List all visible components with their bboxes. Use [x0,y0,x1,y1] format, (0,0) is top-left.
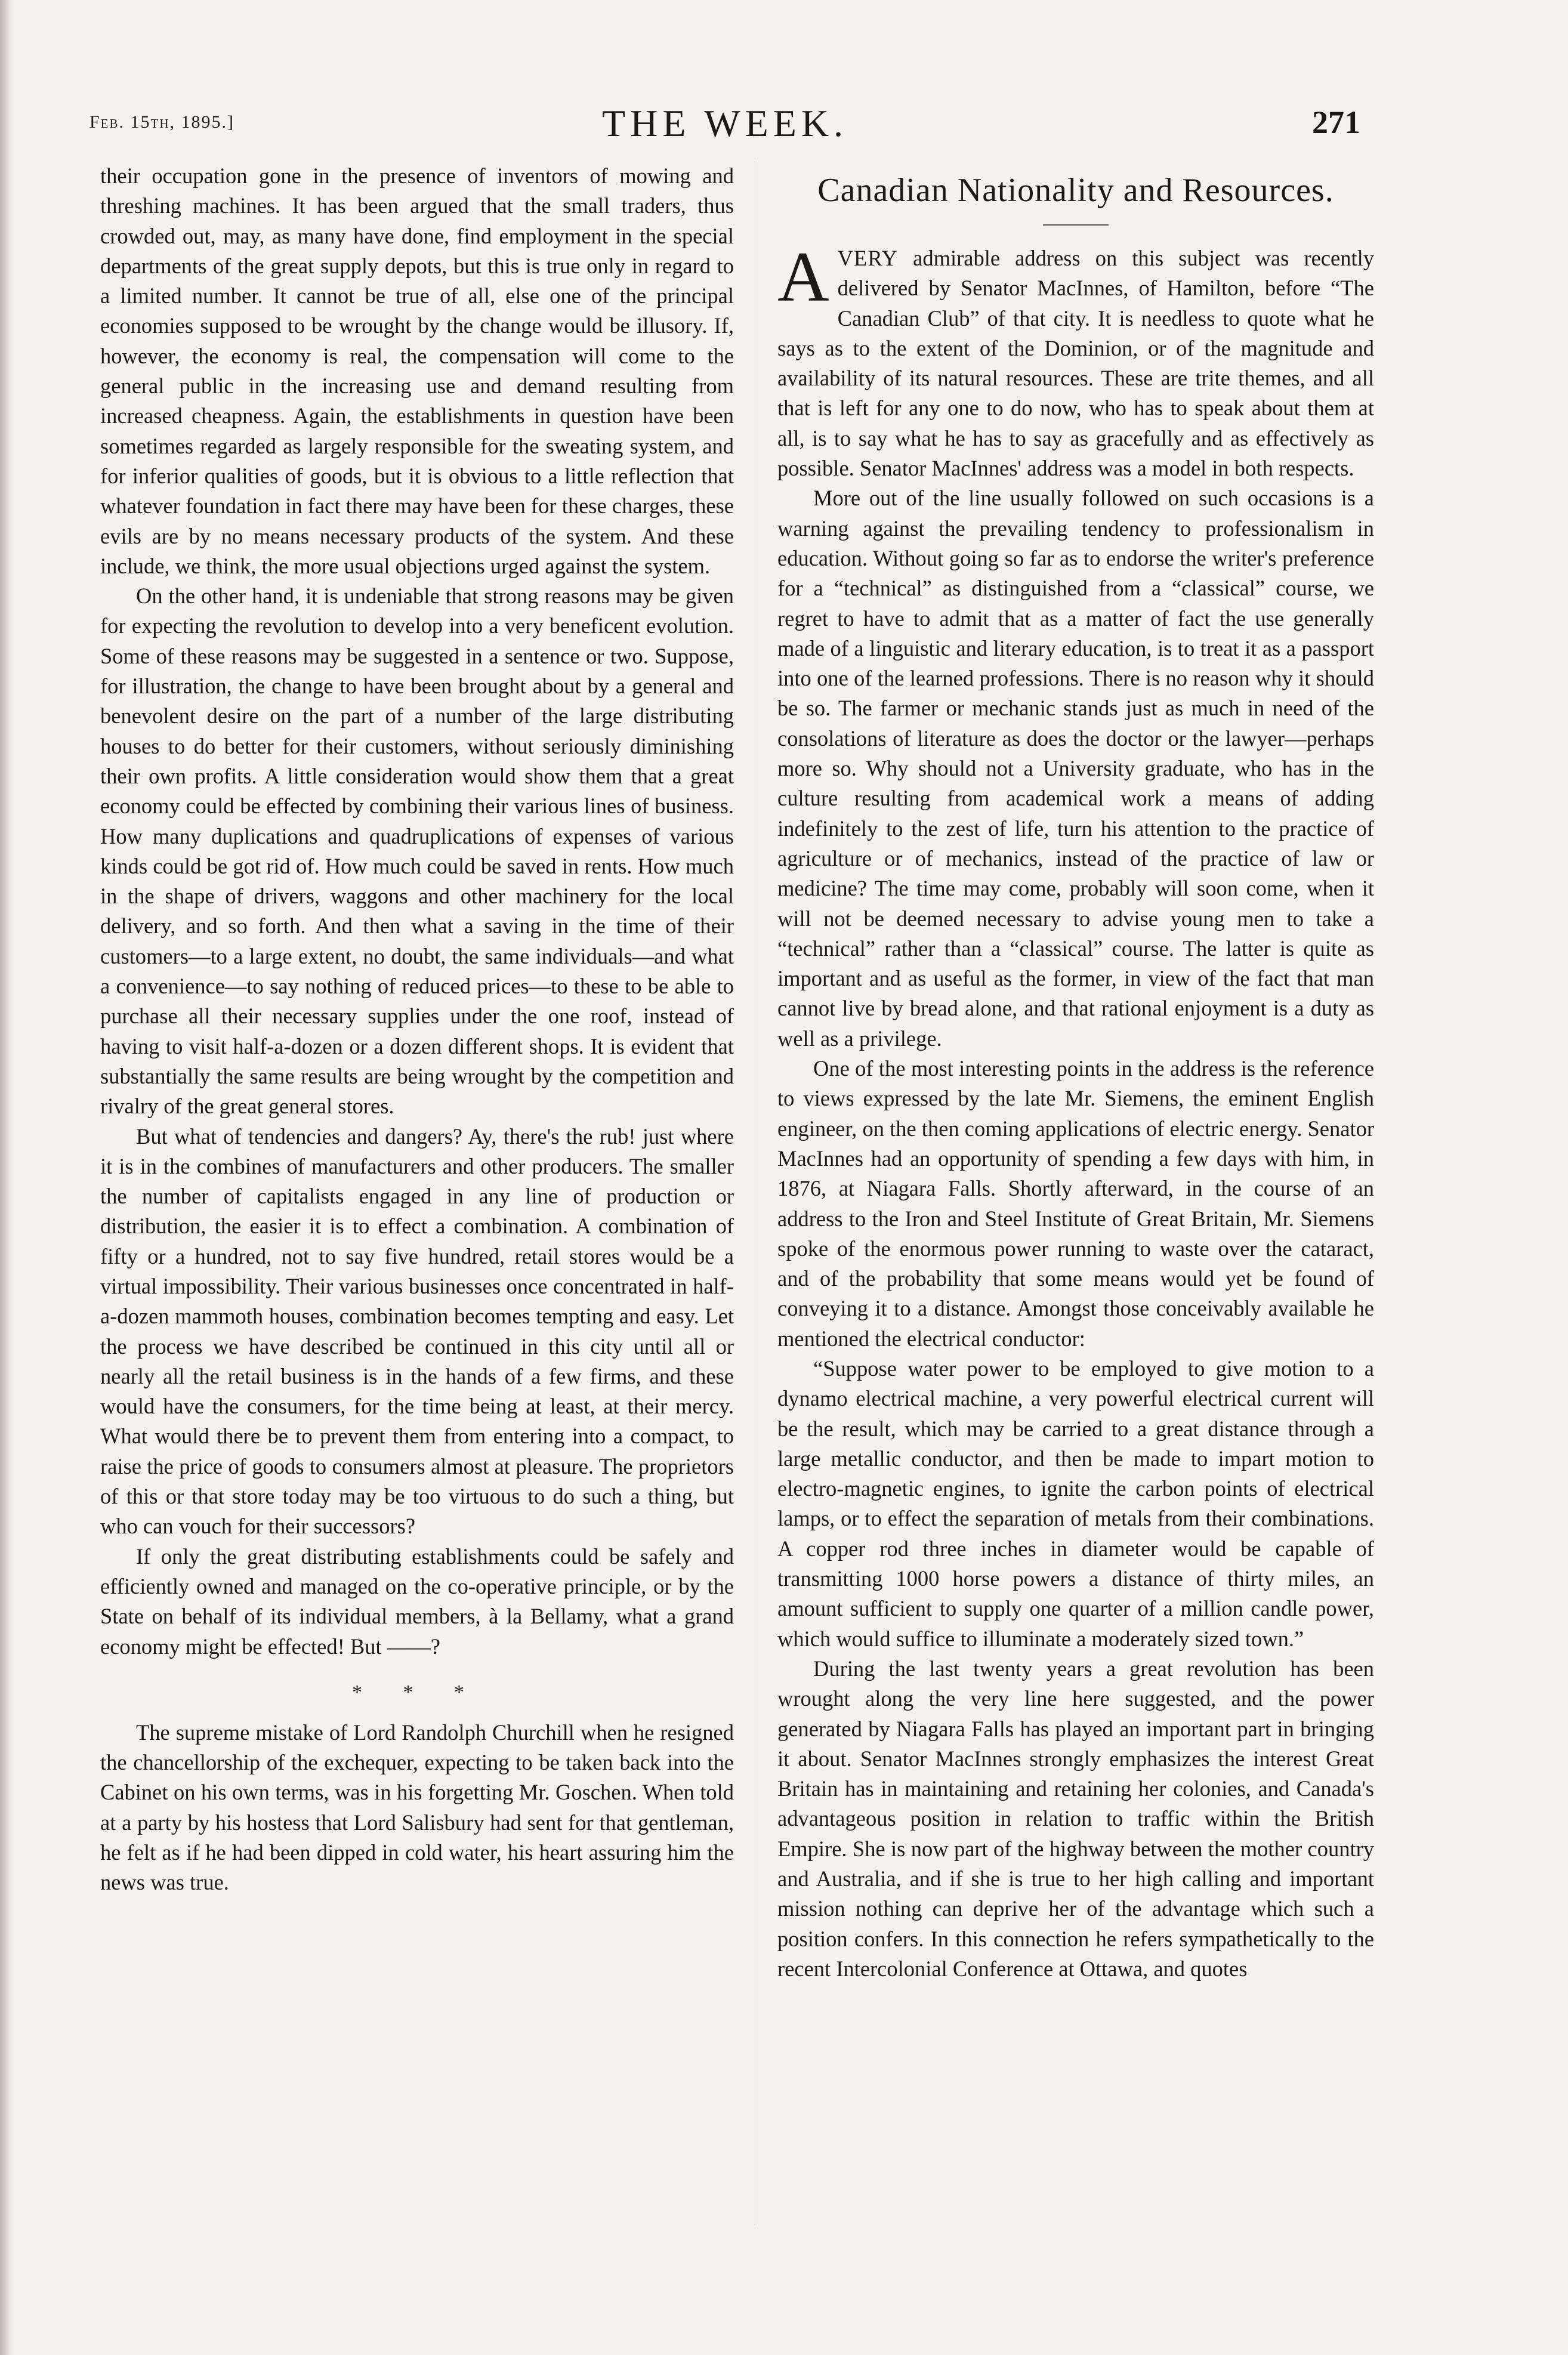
page-header [89,101,1360,149]
section-separator: * * * [352,1681,482,1703]
paragraph: If only the great distributing establishments could be safely and efficiently owned and managed on the co-operative principle, or by the State on behalf of its individual members, à la Bellamy, what a grand economy might be effected! But ——? [100,1544,734,1659]
paragraph: During the last twenty years a great revolution has been wrought along the very line here suggested, and the power generated by Niagara Falls has played an important part in bringing it about. Senator MacInnes strongly emphasizes the interest Great Britain has in maintaining and retaining her colonies, and Canada's advantageous position in relation to traffic within the British Empire. She is now part of the highway between the mother country and Australia, and if she is true to her high calling and important mission nothing can deprive her of the advantage which such a position confers. In this connection he refers sympathetically to the recent Intercolonial Conference at Ottawa, and quotes [777,1656,1374,1981]
issue-date: Feb. 15th, 1895.] [89,112,235,132]
paragraph: More out of the line usually followed on such occasions is a warning against the prevailing tendency to professionalism in education. Without going so far as to endorse the writer's preference for a “technical” as distinguished from a “classical” course, we regret to have to admit that as a matter of fact the use generally made of a linguistic and literary education, is to treat it as a passport into one of the learned professions. There is no reason why it should be so. The farmer or mechanic stands just as much in need of the consolations of literature as does the doctor or the lawyer—perhaps more so. Why should not a University graduate, who has in the culture resulting from academical work a means of adding indefinitely to the zest of life, turn his attention to the practice of agriculture or of mechanics, instead of the practice of law or medicine? The time may come, probably will soon come, when it will not be deemed necessary to advise young men to take a “technical” rather than a “classical” course. The latter is quite as important and as useful as the former, in view of the fact that man cannot live by bread alone, and that rational enjoyment is a duty as well as a privilege. [777,486,1374,1051]
paragraph: The supreme mistake of Lord Randolph Churchill when he resigned the chancellorship of the exchequer, expecting to be taken back into the Cabinet on his own terms, was in his forgetting Mr. Goschen. When told at a party by his hostess that Lord Salisbury had sent for that gentleman, he felt as if he had been dipped in cold water, his heart assuring him the news was true. [100,1720,734,1895]
left-column [100,161,734,1898]
publication-title: THE WEEK. [601,102,848,144]
paragraph: But what of tendencies and dangers? Ay, there's the rub! just where it is in the combines of manufacturers and other producers. The smaller the number of capitalists engaged in any line of production or distribution, the easier it is to effect a combination. A combination of fifty or a hundred, not to say five hundred, retail stores would be a virtual impossibility. Their various businesses once concentrated in half-a-dozen mammoth houses, combination becomes tempting and easy. Let the process we have described be continued in this city until all or nearly all the retail business is in the hands of a few firms, and these would have the consumers, for the time being at least, at their mercy. What would there be to prevent them from entering into a compact, to raise the price of goods to consumers almost at pleasure. The proprietors of this or that store today may be too virtuous to do such a thing, but who can vouch for their successors? [100,1124,734,1539]
paragraph: their occupation gone in the presence of inventors of mowing and threshing machines. It has been argued that the small traders, thus crowded out, may, as many have done, find employment in the special departments of the great supply depots, but this is true only in regard to a limited number. It cannot be true of all, else one of the principal economies supposed to be wrought by the change would be illusory. If, however, the economy is real, the compensation will come to the general public in the increasing use and demand resulting from increased cheapness. Again, the establishments in question have been sometimes regarded as largely responsible for the sweating system, and for inferior qualities of goods, but it is obvious to a little reflection that whatever foundation in fact there may have been for these charges, these evils are by no means necessary products of the system. And these include, we think, the more usual objections urged against the system. [100,163,734,578]
paragraph-opening [777,237,1374,483]
right-column [777,161,1374,1984]
opening-word: VERY [837,246,899,270]
page-binding-edge [0,0,13,2355]
paragraph-text: admirable address on this subject was recently delivered by Senator MacInnes, of Hamilton, before “The Canadian Club” of that city. It is needless to quote what he says as to the extent of the Dominion, or of the magnitude and availability of its natural resources. These are trite themes, and all that is left for any one to do now, who has to speak about them at all, is to say what he has to say as gracefully and as effectively as possible. Senator MacInnes' address was a model in both respects. [777,246,1374,481]
block-quote: “Suppose water power to be employed to give motion to a dynamo electrical machine, a very powerful electrical current will be the result, which may be carried to a great distance through a large metallic conductor, and then be made to impart motion to electro-magnetic engines, to ignite the carbon points of electrical lamps, or to effect the separation of metals from their combinations. A copper rod three inches in diameter would be capable of transmitting 1000 horse powers a distance of thirty miles, an amount sufficient to supply one quarter of a million candle power, which would suffice to illuminate a moderately sized town.” [777,1356,1374,1651]
paragraph: On the other hand, it is undeniable that strong reasons may be given for expecting the revolution to develop into a very beneficent evolution. Some of these reasons may be suggested in a sentence or two. Suppose, for illustration, the change to have been brought about by a general and benevolent desire on the part of a number of the large distributing houses to do better for their customers, without seriously diminishing their own profits. A little consideration would show them that a great economy could be effected by combining their various lines of business. How many duplications and quadruplications of expenses of various kinds could be got rid of. How much could be saved in rents. How much in the shape of drivers, waggons and other machinery for the local delivery, and so forth. And then what a saving in the time of their customers—to a large extent, no doubt, the same individuals—and what a convenience—to say nothing of reduced prices—to these to be able to purchase all their necessary supplies under the one roof, instead of having to visit half-a-dozen or a dozen different shops. It is evident that substantially the same results are being wrought by the competition and rivalry of the great general stores. [100,584,734,1119]
page-number: 271 [1312,104,1360,140]
paragraph: One of the most interesting points in the address is the reference to views expressed by the late Mr. Siemens, the eminent English engineer, on the then coming applications of electric energy. Senator MacInnes had an opportunity of spending a few days with him, in 1876, at Niagara Falls. Shortly afterward, in the course of an address to the Iron and Steel Institute of Great Britain, Mr. Siemens spoke of the enormous power running to waste over the cataract, and of the probability that some means would yet be found of conveying it to a distance. Amongst those conceivably available he mentioned the electrical conductor: [777,1056,1374,1351]
drop-cap: A [777,237,829,316]
title-rule [1043,224,1109,226]
article-title: Canadian Nationality and Resources. [817,172,1334,209]
